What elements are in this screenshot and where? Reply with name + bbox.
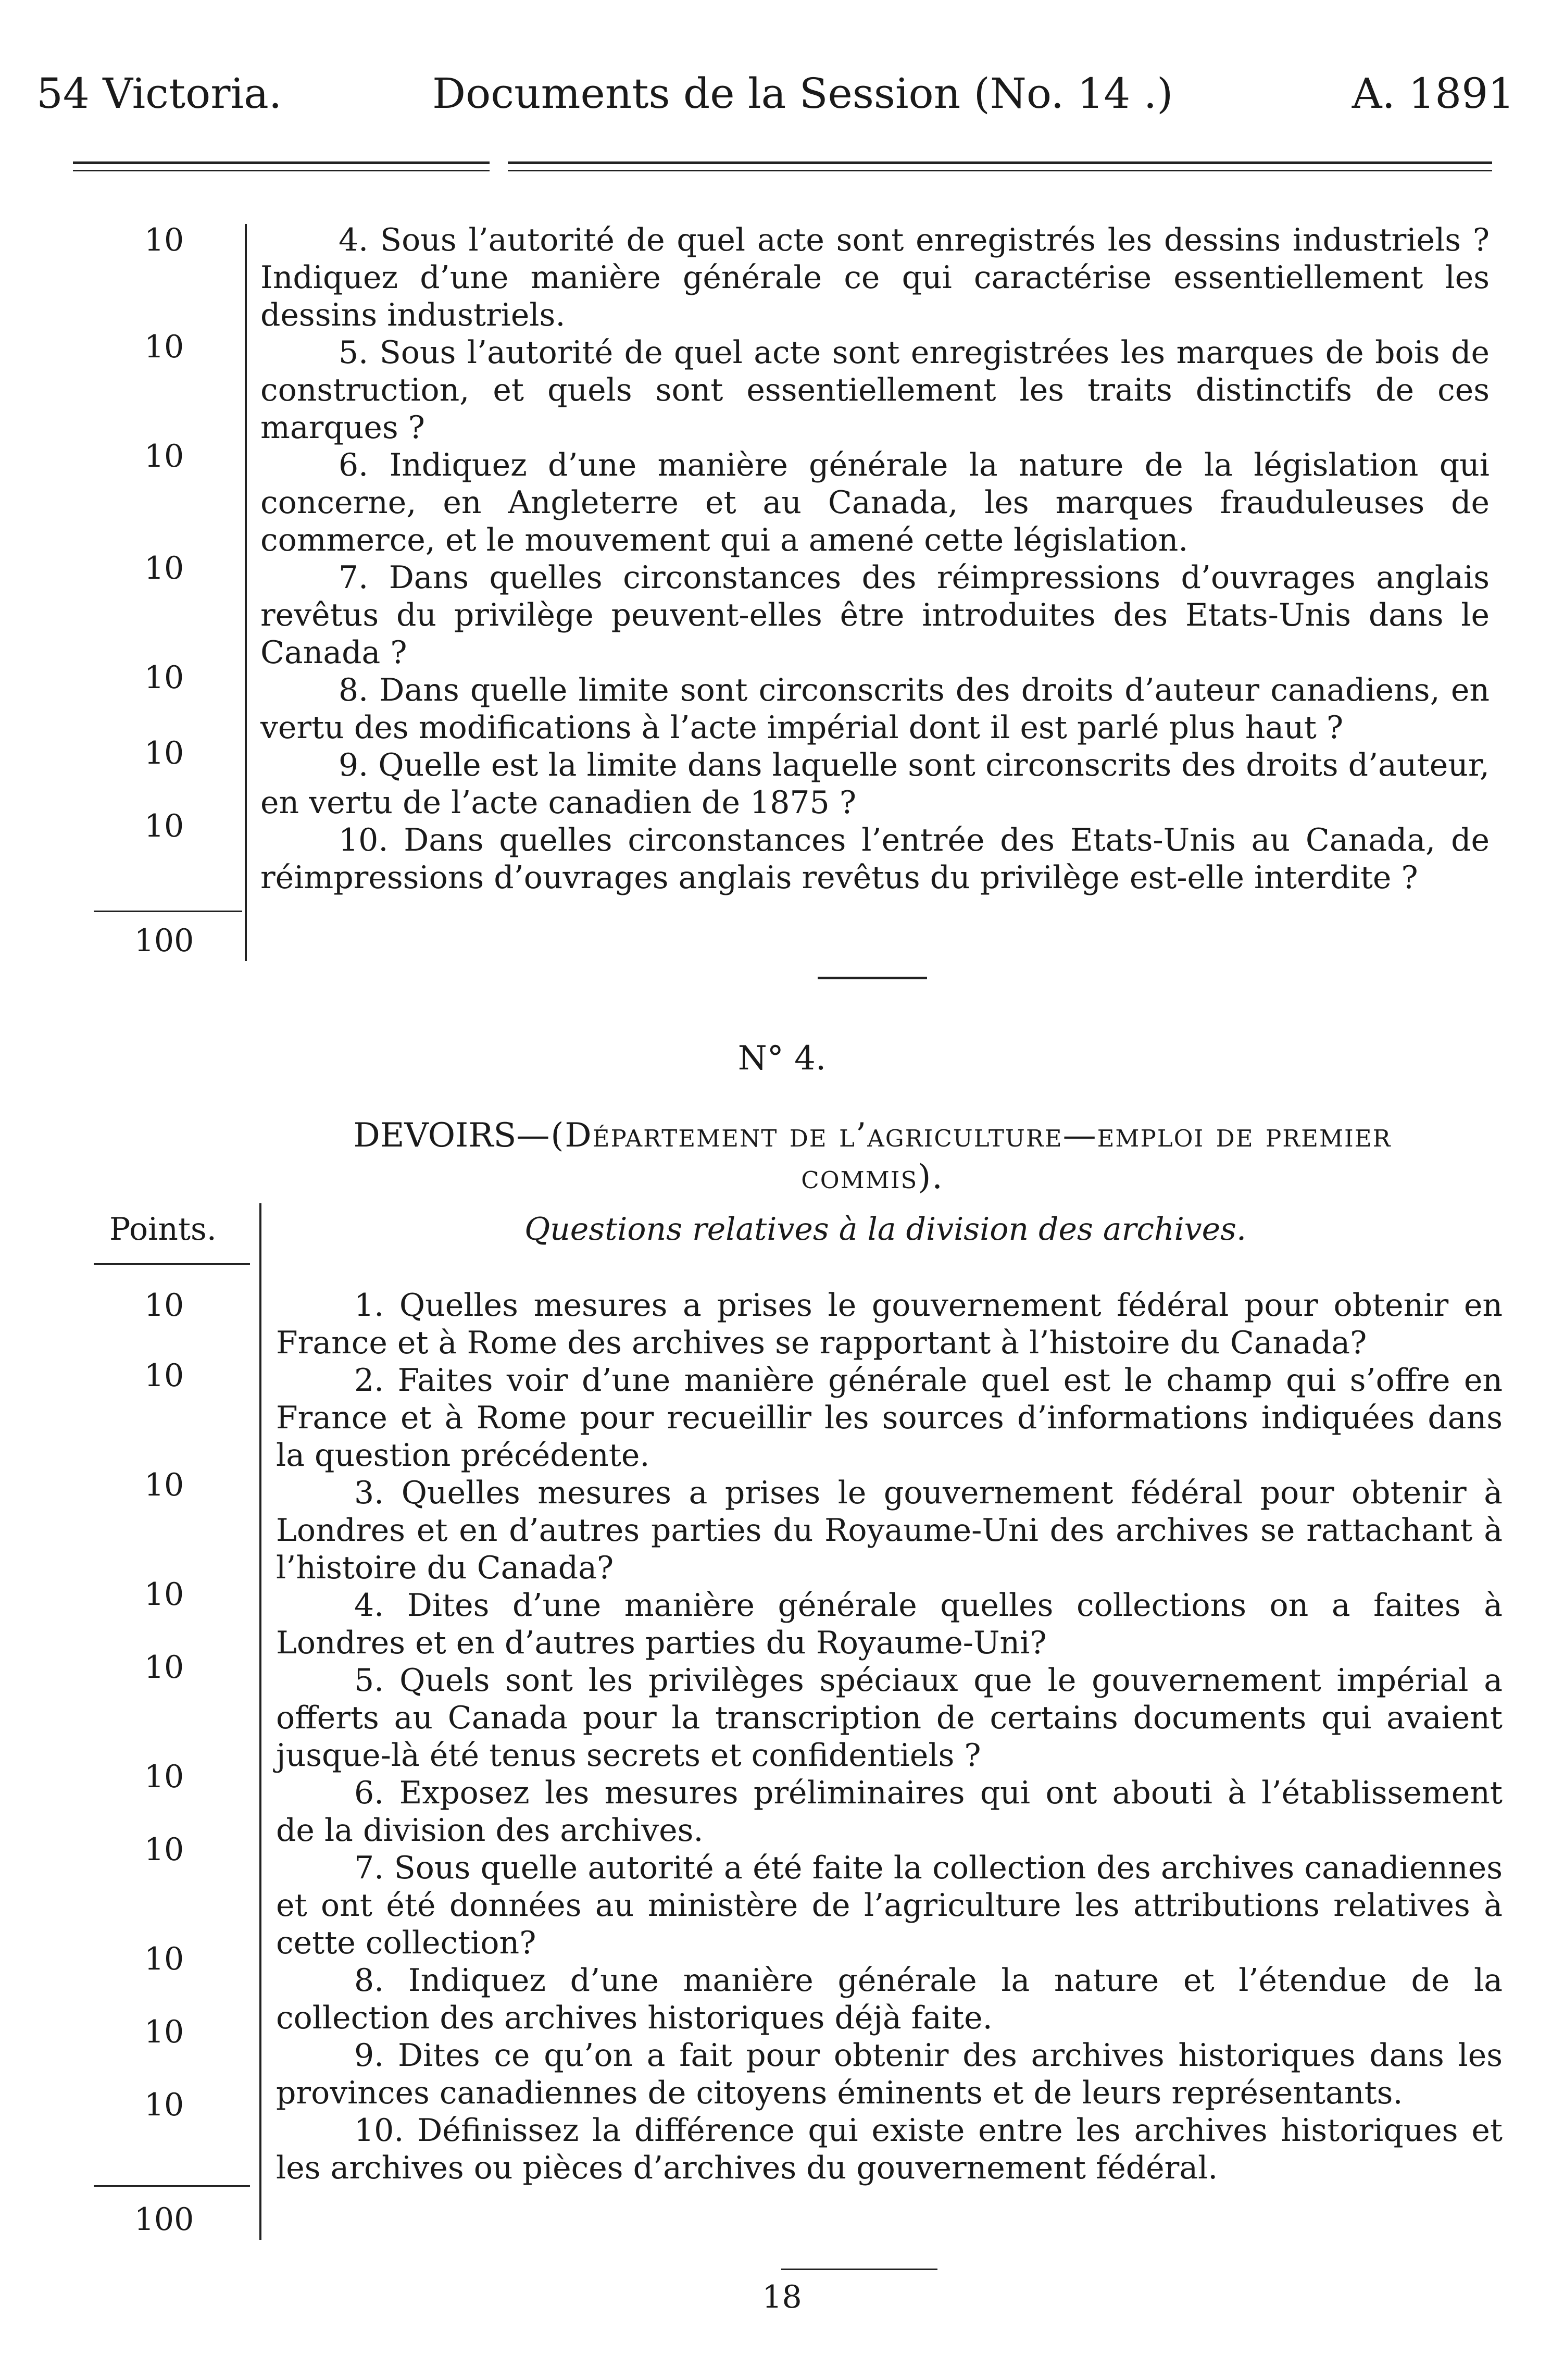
- points-value: 10: [144, 2087, 184, 2123]
- points-value: 10: [144, 1831, 184, 1868]
- question-item: 7. Sous quelle autorité a été faite la collection des archives canadiennes et ont été données au ministère de l’agriculture les attributions relatives à cette collection?: [276, 1850, 1503, 1961]
- page-number: 18: [762, 2279, 802, 2315]
- question-item: 8. Dans quelle limite sont circonscrits des droits d’auteur canadiens, en vertu des modifications à l’acte impérial dont il est parlé plus haut ?: [260, 672, 1490, 746]
- points-value: 10: [144, 735, 184, 771]
- points-total: 100: [134, 2201, 194, 2238]
- points-value: 10: [144, 1759, 184, 1795]
- question-item: 10. Dans quelles circonstances l’entrée des Etats-Unis au Canada, de réimpressions d’ouvrages anglais revêtus du privilège est-elle interdite ?: [260, 822, 1490, 896]
- points-value: 10: [144, 1649, 184, 1686]
- questions-part2: [276, 1287, 1503, 2187]
- header-rule-right-2: [508, 170, 1492, 171]
- section-title-main: DEVOIRS: [353, 1116, 517, 1155]
- question-item: 6. Indiquez d’une manière générale la nature de la législation qui concerne, en Angleterre et au Canada, les marques frauduleuses de commerce, et le mouvement qui a amené cette législation.: [260, 447, 1490, 558]
- part2-total-rule: [94, 2185, 250, 2187]
- points-value: 10: [144, 1576, 184, 1613]
- points-value: 10: [144, 550, 184, 587]
- header-rule-left-1: [73, 161, 490, 164]
- header-year: A. 1891: [1352, 69, 1515, 118]
- points-value: 10: [144, 2014, 184, 2050]
- question-item: 9. Quelle est la limite dans laquelle sont circonscrits des droits d’auteur, en vertu de l’acte canadien de 1875 ?: [260, 747, 1490, 821]
- question-item: 8. Indiquez d’une manière générale la nature et l’étendue de la collection des archives historiques déjà faite.: [276, 1962, 1503, 2036]
- points-value: 10: [144, 1467, 184, 1503]
- points-value: 10: [144, 659, 184, 696]
- section-number: N° 4.: [737, 1039, 827, 1078]
- question-item: 5. Quels sont les privilèges spéciaux que le gouvernement impérial a offerts au Canada pour la transcription de certains documents qui avaient jusque-là été tenus secrets et confidentiels ?: [276, 1662, 1503, 1774]
- points-heading: Points.: [109, 1211, 217, 1248]
- points-value: 10: [144, 1287, 184, 1324]
- points-value: 10: [144, 329, 184, 365]
- questions-part1: [260, 221, 1490, 896]
- question-item: 1. Quelles mesures a prises le gouvernement fédéral pour obtenir en France et à Rome des archives se rapportant à l’histoire du Canada?: [276, 1287, 1503, 1361]
- question-item: 2. Faites voir d’une manière générale quel est le champ qui s’offre en France et à Rome pour recueillir les sources d’informations indiquées dans la question précédente.: [276, 1362, 1503, 1474]
- question-item: 7. Dans quelles circonstances des réimpressions d’ouvrages anglais revêtus du privilège peuvent-elles être introduites des Etats-Unis dans le Canada ?: [260, 559, 1490, 671]
- folio-rule: [781, 2269, 937, 2270]
- question-item: 10. Définissez la différence qui existe entre les archives historiques et les archives ou pièces d’archives du gouvernement fédéral.: [276, 2112, 1503, 2186]
- points-value: 10: [144, 1357, 184, 1394]
- points-value: 10: [144, 1941, 184, 1977]
- section-title-rest: —(Département de l’agriculture—emploi de premier commis).: [516, 1116, 1392, 1197]
- part1-column-divider: [245, 224, 247, 961]
- points-value: 10: [144, 222, 184, 258]
- running-header: [36, 68, 1515, 120]
- question-item: 6. Exposez les mesures préliminaires qui ont abouti à l’établissement de la division des archives.: [276, 1775, 1503, 1849]
- question-item: 4. Dites d’une manière générale quelles collections on a faites à Londres et en d’autres parties du Royaume-Uni?: [276, 1587, 1503, 1661]
- question-item: 4. Sous l’autorité de quel acte sont enregistrés les dessins industriels ? Indiquez d’une manière générale ce qui caractérise essentiellement les dessins industriels.: [260, 222, 1490, 333]
- section-title: [292, 1115, 1453, 1198]
- points-heading-rule: [94, 1263, 250, 1265]
- question-item: 9. Dites ce qu’on a fait pour obtenir des archives historiques dans les provinces canadiennes de citoyens éminents et de leurs représentants.: [276, 2037, 1503, 2111]
- question-item: 3. Quelles mesures a prises le gouvernement fédéral pour obtenir à Londres et en d’autres parties du Royaume-Uni des archives se rattachant à l’histoire du Canada?: [276, 1475, 1503, 1586]
- points-total: 100: [134, 923, 194, 959]
- header-session-year: 54 Victoria.: [36, 69, 282, 118]
- points-value: 10: [144, 438, 184, 475]
- part1-total-rule: [94, 911, 242, 912]
- section-subtitle: Questions relatives à la division des archives.: [524, 1211, 1247, 1248]
- question-item: 5. Sous l’autorité de quel acte sont enregistrées les marques de bois de construction, et quels sont essentiellement les traits distinctifs de ces marques ?: [260, 334, 1490, 446]
- part2-column-divider: [259, 1203, 261, 2240]
- header-rule-left-2: [73, 170, 490, 171]
- points-value: 10: [144, 808, 184, 844]
- header-rule-right-1: [508, 161, 1492, 164]
- section-separator-rule: [818, 977, 927, 979]
- header-document-title: Documents de la Session (No. 14 .): [432, 69, 1173, 118]
